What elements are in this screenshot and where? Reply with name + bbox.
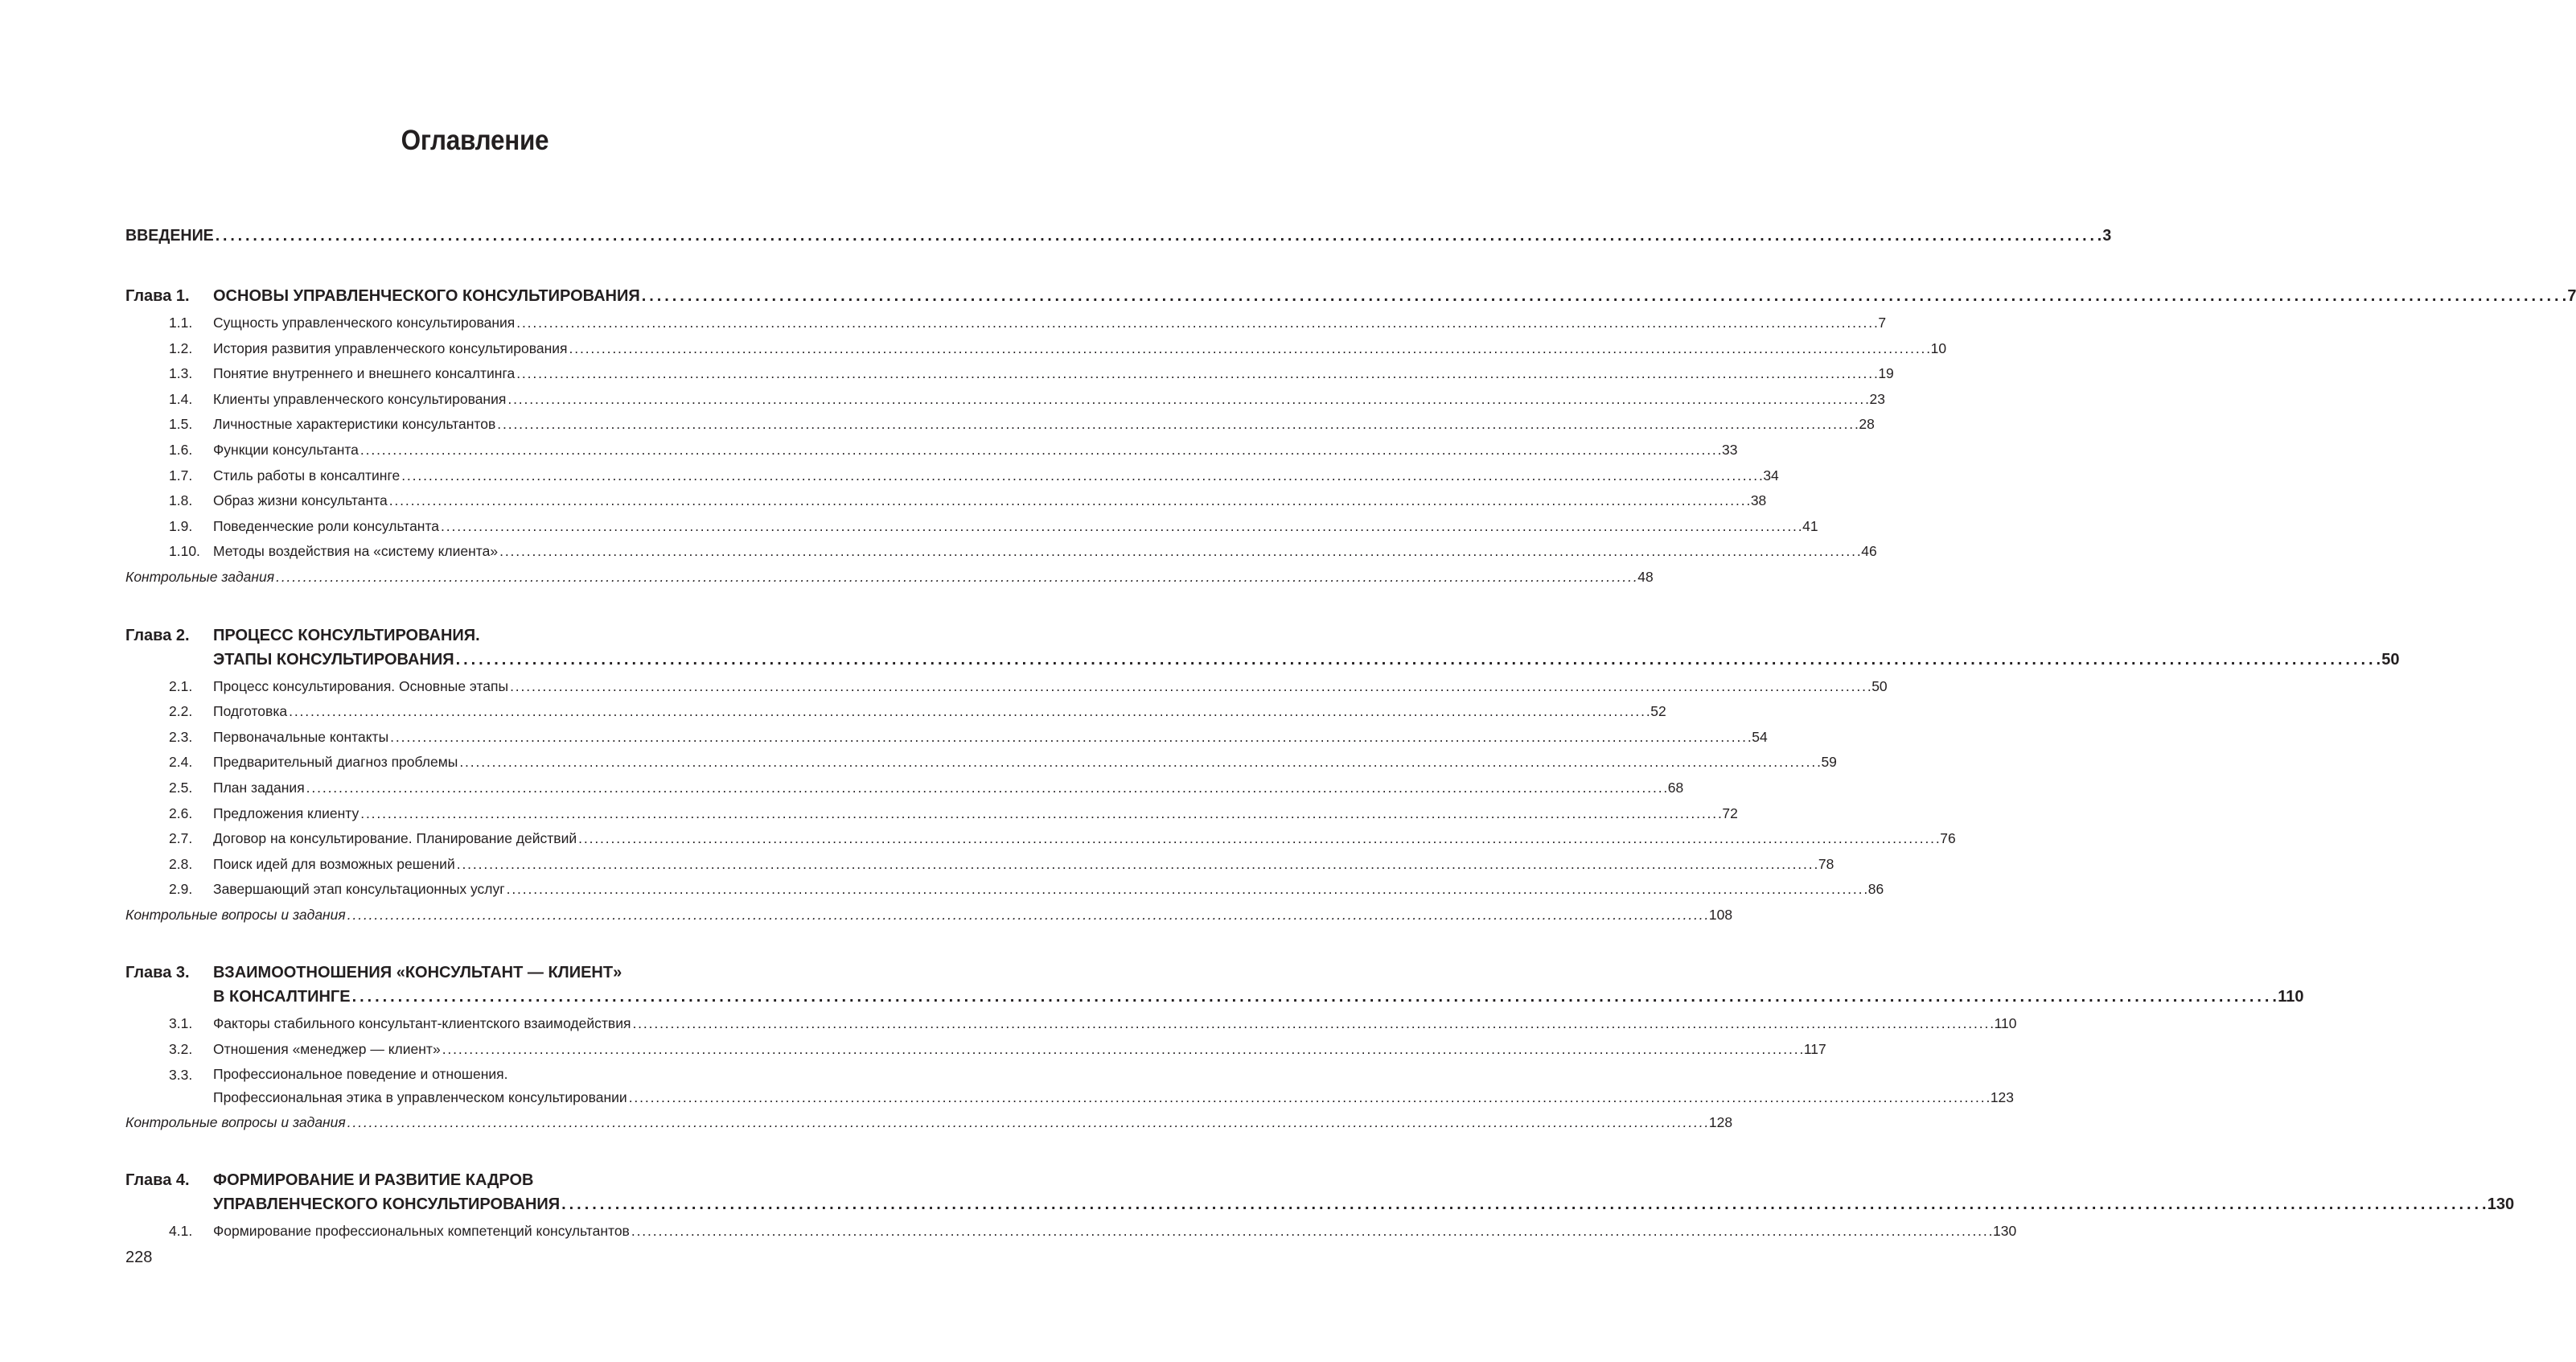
chapter-title-line-2: В КОНСАЛТИНГЕ (213, 988, 351, 1006)
dot-leader (459, 755, 1819, 770)
chapter-page: 50 (2381, 650, 2400, 669)
section-page: 86 (1867, 881, 1884, 898)
section-number: 1.4. (169, 390, 193, 407)
toc-section[interactable] (125, 438, 1738, 463)
section-number: 2.6. (169, 804, 193, 821)
section-number: 2.9. (169, 881, 193, 898)
section-title: Первоначальные контакты (213, 728, 389, 745)
section-title: Функции консультанта (213, 441, 359, 458)
section-number: 1.9. (169, 517, 193, 534)
section-title: Методы воздействия на «систему клиента» (213, 543, 499, 560)
toc-control-tasks[interactable] (125, 565, 1654, 590)
toc-section[interactable] (125, 1011, 2017, 1037)
section-title: Клиенты управленческого консультирования (213, 390, 507, 407)
toc-section[interactable] (125, 1063, 2015, 1110)
toc-section[interactable] (125, 514, 1818, 540)
dot-leader (510, 680, 1870, 694)
section-page: 78 (1818, 855, 1834, 872)
section-title: Предварительный диагноз проблемы (213, 754, 458, 771)
toc-section[interactable] (125, 826, 1956, 852)
section-title: Поиск идей для возможных решений (213, 855, 455, 872)
section-page: 34 (1763, 467, 1779, 483)
control-page: 48 (1637, 568, 1654, 585)
section-page: 28 (1859, 416, 1875, 433)
dot-leader (632, 1017, 1992, 1031)
section-title: Договор на консультирование. Планирование действий (213, 830, 577, 847)
section-title: Личностные характеристики консультантов (213, 416, 496, 433)
dot-leader (578, 832, 1938, 846)
section-number: 2.8. (169, 855, 193, 872)
section-title: Сущность управленческого консультирования (213, 315, 516, 331)
toc-section[interactable] (125, 463, 1779, 489)
section-number: 3.1. (169, 1015, 193, 1032)
chapter-page: 7 (2567, 287, 2576, 305)
chapter-title-line-1: ВЗАИМООТНОШЕНИЯ «КОНСУЛЬТАНТ — КЛИЕНТ» (213, 964, 622, 982)
dot-leader (516, 316, 1876, 331)
dot-leader (631, 1224, 1991, 1239)
dot-leader (216, 228, 2101, 244)
control-title: Контрольные вопросы и задания (125, 1113, 346, 1130)
section-title: Профессиональная этика в управленческом консультировании (213, 1089, 627, 1106)
section-page: 38 (1750, 492, 1767, 509)
chapter-label: Глава 1. (125, 287, 190, 305)
section-page: 41 (1802, 517, 1818, 534)
section-number: 1.7. (169, 467, 193, 483)
dot-leader (499, 545, 1859, 559)
toc-section[interactable] (125, 750, 1837, 776)
toc-section[interactable] (125, 311, 1887, 336)
dot-leader (629, 1091, 1989, 1105)
toc-section[interactable] (125, 725, 1768, 751)
section-number: 4.1. (169, 1223, 193, 1240)
dot-leader (276, 570, 1636, 585)
toc-entry-introduction[interactable] (125, 227, 2112, 251)
page-title: Оглавление (401, 125, 549, 157)
chapter-label: Глава 2. (125, 626, 190, 644)
section-title: Образ жизни консультанта (213, 492, 388, 509)
section-number: 1.2. (169, 339, 193, 356)
control-title: Контрольные задания (125, 568, 275, 585)
toc-control-tasks[interactable] (125, 903, 1733, 928)
dot-leader (389, 494, 1749, 508)
section-number: 1.1. (169, 315, 193, 331)
dot-leader (441, 520, 1801, 534)
dot-leader (497, 418, 1857, 432)
dot-leader (401, 469, 1761, 483)
section-number: 1.5. (169, 416, 193, 433)
chapter-label: Глава 4. (125, 1171, 190, 1190)
toc-section[interactable] (125, 387, 1885, 413)
section-title: Подготовка (213, 703, 288, 720)
section-title: Факторы стабильного консультант-клиентского взаимодействия (213, 1015, 631, 1032)
section-page: 7 (1878, 315, 1887, 331)
dot-leader (347, 1116, 1707, 1130)
toc-section[interactable] (125, 412, 1875, 438)
toc-chapter-4[interactable] (125, 1168, 2515, 1216)
section-number: 2.2. (169, 703, 193, 720)
section-title-line (213, 1086, 2014, 1110)
section-page: 19 (1878, 365, 1894, 382)
section-title: Поведенческие роли консультанта (213, 517, 440, 534)
control-page: 108 (1708, 906, 1733, 923)
section-page: 68 (1667, 779, 1684, 796)
section-title: История развития управленческого консультирования (213, 339, 568, 356)
dot-leader (507, 883, 1867, 897)
section-page: 54 (1752, 728, 1768, 745)
toc-section[interactable] (125, 1037, 1826, 1063)
toc-section[interactable] (125, 1219, 2017, 1245)
dot-leader (516, 367, 1876, 381)
section-page: 10 (1930, 339, 1947, 356)
section-title: Формирование профессиональных компетенций консультантов (213, 1223, 630, 1240)
dot-leader (360, 443, 1720, 458)
section-page: 33 (1722, 441, 1738, 458)
dot-leader (457, 858, 1817, 872)
section-page: 50 (1871, 677, 1888, 694)
section-title: Отношения «менеджер — клиент» (213, 1041, 441, 1058)
section-page: 72 (1722, 804, 1738, 821)
section-page: 110 (1994, 1015, 2017, 1032)
chapter-title-line-2: ЭТАПЫ КОНСУЛЬТИРОВАНИЯ (213, 650, 454, 669)
toc-section[interactable] (125, 776, 1684, 801)
chapter-page: 110 (2278, 988, 2304, 1006)
section-number: 1.6. (169, 441, 193, 458)
section-body (213, 1063, 2014, 1110)
section-number: 2.1. (169, 677, 193, 694)
section-number: 1.10. (169, 543, 200, 560)
toc-section[interactable] (125, 361, 1894, 387)
toc-entry-title: ВВЕДЕНИЕ (125, 227, 214, 245)
section-page: 76 (1940, 830, 1956, 847)
chapter-page: 130 (2487, 1195, 2515, 1214)
section-number: 2.7. (169, 830, 193, 847)
section-number: 2.5. (169, 779, 193, 796)
dot-leader (456, 652, 2381, 668)
section-page: 23 (1869, 390, 1885, 407)
dot-leader (352, 989, 2277, 1005)
chapter-title-line-2: УПРАВЛЕНЧЕСКОГО КОНСУЛЬТИРОВАНИЯ (213, 1195, 561, 1214)
dot-leader (442, 1043, 1802, 1057)
section-title: Профессиональное поведение и отношения. (213, 1065, 508, 1082)
toc-section[interactable] (125, 539, 1877, 565)
section-page: 130 (1992, 1223, 2017, 1240)
chapter-label: Глава 3. (125, 964, 190, 982)
section-number: 2.3. (169, 728, 193, 745)
dot-leader (390, 730, 1750, 745)
section-title: Завершающий этап консультационных услуг (213, 881, 505, 898)
page-number: 228 (125, 1249, 153, 1266)
toc-chapter-2[interactable] (125, 623, 2400, 672)
toc-control-tasks[interactable] (125, 1110, 1733, 1136)
dot-leader (569, 342, 1929, 356)
section-page: 52 (1650, 703, 1666, 720)
section-page: 117 (1803, 1041, 1826, 1058)
dot-leader (360, 807, 1720, 821)
toc-section[interactable] (125, 852, 1834, 878)
toc-section[interactable] (125, 488, 1767, 514)
section-page: 59 (1821, 754, 1837, 771)
toc-section[interactable] (125, 877, 1884, 903)
section-title: Понятие внутреннего и внешнего консалтинга (213, 365, 516, 382)
toc-section[interactable] (125, 699, 1666, 725)
dot-leader (507, 393, 1867, 407)
control-title: Контрольные вопросы и задания (125, 906, 346, 923)
dot-leader (642, 288, 2566, 304)
table-of-contents (125, 227, 2576, 1245)
chapter-title-line-1: ФОРМИРОВАНИЕ И РАЗВИТИЕ КАДРОВ (213, 1171, 534, 1190)
section-title-line (213, 1063, 2014, 1087)
section-number: 1.3. (169, 365, 193, 382)
toc-chapter-3[interactable] (125, 961, 2304, 1009)
section-title: Стиль работы в консалтинге (213, 467, 401, 483)
toc-entry-page: 3 (2102, 227, 2112, 245)
section-number: 3.2. (169, 1041, 193, 1058)
chapter-title: ОСНОВЫ УПРАВЛЕНЧЕСКОГО КОНСУЛЬТИРОВАНИЯ (213, 287, 640, 305)
toc-section[interactable] (125, 674, 1888, 700)
section-title: Предложения клиенту (213, 804, 359, 821)
toc-chapter-1[interactable] (125, 284, 2576, 308)
dot-leader (347, 908, 1707, 923)
toc-section[interactable] (125, 801, 1738, 827)
control-page: 128 (1708, 1113, 1733, 1130)
dot-leader (289, 705, 1649, 719)
section-number: 1.8. (169, 492, 193, 509)
chapter-title-line-1: ПРОЦЕСС КОНСУЛЬТИРОВАНИЯ. (213, 626, 480, 644)
toc-section[interactable] (125, 336, 1947, 362)
section-title: Процесс консультирования. Основные этапы (213, 677, 509, 694)
dot-leader (561, 1196, 2486, 1212)
section-page: 123 (1990, 1089, 2015, 1106)
section-number: 2.4. (169, 754, 193, 771)
section-title: План задания (213, 779, 305, 796)
section-page: 46 (1861, 543, 1877, 560)
dot-leader (306, 781, 1666, 796)
section-number: 3.3. (169, 1066, 193, 1083)
